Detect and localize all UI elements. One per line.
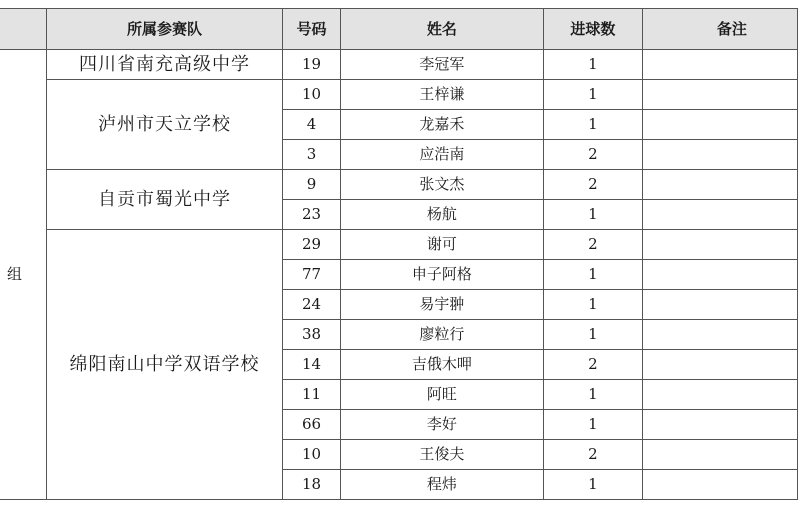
player-number-cell: 14 [283,350,340,380]
team-name-cell: 四川省南充高级中学 [46,50,283,80]
player-name-cell: 吉俄木呷 [340,350,543,380]
goals-cell: 1 [543,470,642,500]
player-number-cell: 66 [283,410,340,440]
player-name-cell: 应浩南 [340,140,543,170]
player-number-cell: 24 [283,290,340,320]
note-cell [642,110,797,140]
player-name-cell: 谢可 [340,230,543,260]
team-name-cell: 自贡市蜀光中学 [46,170,283,230]
player-name-cell: 李好 [340,410,543,440]
note-cell [642,50,797,80]
goals-cell: 1 [543,410,642,440]
player-name-cell: 易宇翀 [340,290,543,320]
player-name-cell: 李冠军 [340,50,543,80]
table-row [0,80,798,110]
player-name-cell: 阿旺 [340,380,543,410]
goals-cell: 1 [543,50,642,80]
goals-cell: 2 [543,440,642,470]
table-row [0,230,798,260]
player-name-cell: 龙嘉禾 [340,110,543,140]
player-number-cell: 29 [283,230,340,260]
player-number-cell: 18 [283,470,340,500]
note-cell [642,410,797,440]
note-cell [642,320,797,350]
header-row [0,9,798,50]
header-name: 姓名 [340,9,543,50]
note-cell [642,440,797,470]
note-cell [642,350,797,380]
goals-cell: 1 [543,260,642,290]
header-number: 号码 [283,9,340,50]
player-name-cell: 张文杰 [340,170,543,200]
goals-cell: 2 [543,230,642,260]
team-name-cell: 绵阳南山中学双语学校 [46,230,283,500]
player-name-cell: 申子阿格 [340,260,543,290]
table-row [0,170,798,200]
player-number-cell: 10 [283,440,340,470]
note-cell [642,140,797,170]
goals-cell: 2 [543,170,642,200]
player-number-cell: 10 [283,80,340,110]
player-number-cell: 19 [283,50,340,80]
note-cell [642,230,797,260]
note-cell [642,170,797,200]
note-cell [642,470,797,500]
player-number-cell: 4 [283,110,340,140]
scorer-table [0,8,798,500]
goals-cell: 1 [543,380,642,410]
note-cell [642,380,797,410]
header-team: 所属参赛队 [46,9,283,50]
goals-cell: 2 [543,350,642,380]
goals-cell: 1 [543,200,642,230]
note-cell [642,260,797,290]
player-name-cell: 杨航 [340,200,543,230]
table-body [0,50,798,500]
note-cell [642,200,797,230]
header-note: 备注 [642,9,797,50]
group-cell: 组 [0,50,46,500]
player-name-cell: 王梓谦 [340,80,543,110]
player-number-cell: 23 [283,200,340,230]
player-number-cell: 38 [283,320,340,350]
note-cell [642,290,797,320]
team-name-cell: 泸州市天立学校 [46,80,283,170]
player-number-cell: 3 [283,140,340,170]
player-name-cell: 王俊夫 [340,440,543,470]
player-name-cell: 廖粒行 [340,320,543,350]
header-goals: 进球数 [543,9,642,50]
goals-cell: 1 [543,320,642,350]
player-number-cell: 77 [283,260,340,290]
player-number-cell: 11 [283,380,340,410]
goals-cell: 1 [543,80,642,110]
goals-cell: 1 [543,110,642,140]
note-cell [642,80,797,110]
table-row [0,50,798,80]
player-number-cell: 9 [283,170,340,200]
goals-cell: 2 [543,140,642,170]
goals-cell: 1 [543,290,642,320]
header-group [0,9,46,50]
player-name-cell: 程炜 [340,470,543,500]
